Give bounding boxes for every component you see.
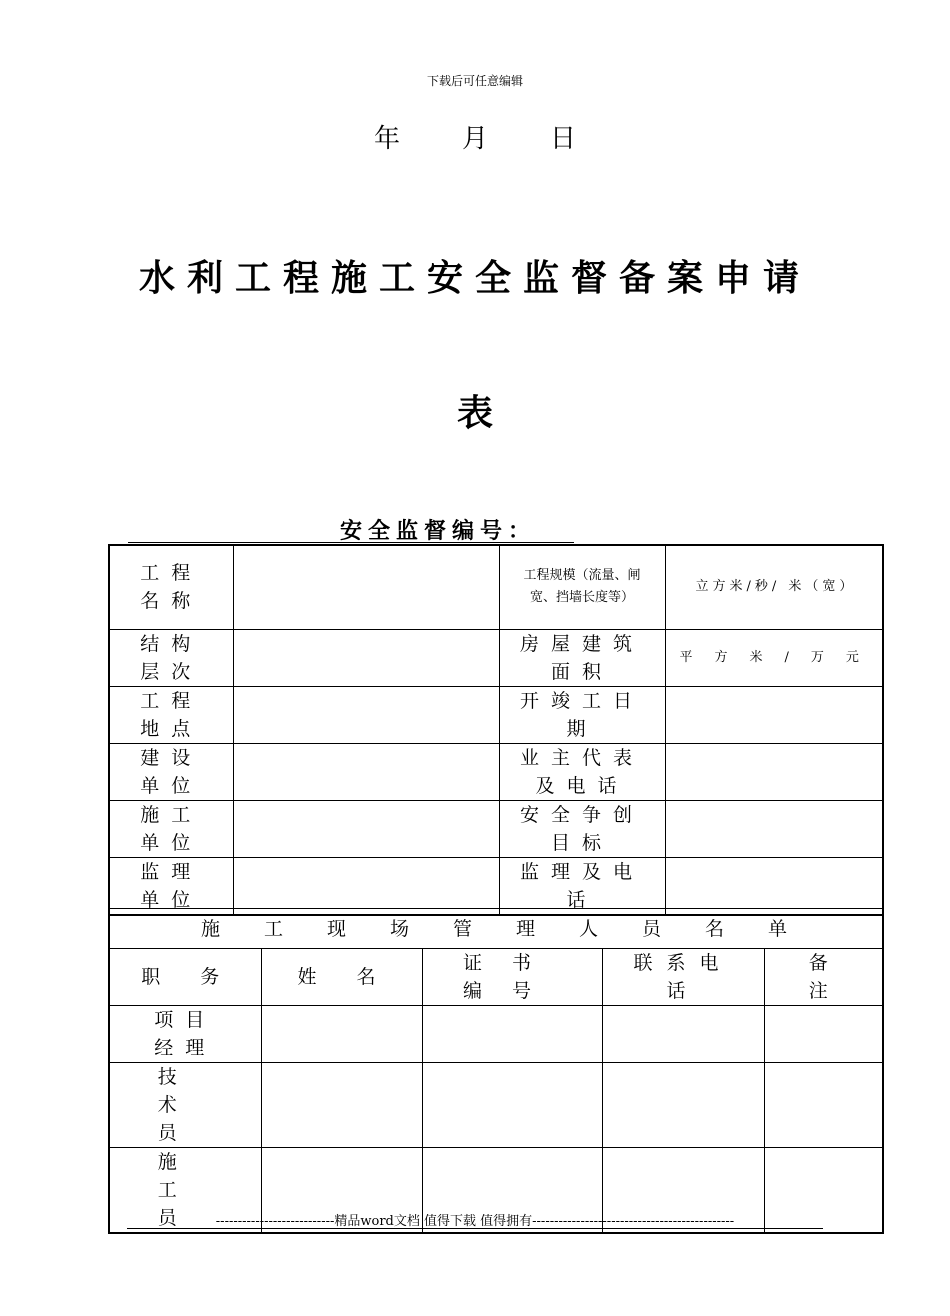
table-row (109, 629, 883, 686)
document-title-line2: 表 (456, 392, 493, 434)
header-name: 姓名 (261, 949, 422, 1006)
staff-name-field[interactable] (261, 1063, 422, 1148)
field-project-scale-unit[interactable]: 立方米/秒/ 米（宽） (665, 545, 883, 629)
table-row (109, 1063, 883, 1148)
label-construction-unit: 建设单位 (109, 743, 233, 800)
field-structure-level[interactable] (233, 629, 499, 686)
field-building-area-unit[interactable]: 平方米/万元 (665, 629, 883, 686)
label-structure-level: 结构层次 (109, 629, 233, 686)
field-contractor-unit[interactable] (233, 800, 499, 857)
table-row (109, 743, 883, 800)
field-owner-rep-phone[interactable] (665, 743, 883, 800)
label-supervision-unit: 监理单位 (109, 857, 233, 915)
staff-role-project-manager: 项目经理 (109, 1006, 261, 1063)
staff-section-title: 施工现场管理人员名单 (109, 909, 883, 949)
label-start-end-date: 开竣工日期 (499, 686, 665, 743)
staff-cert-field[interactable] (422, 1063, 602, 1148)
table-header-row (109, 949, 883, 1006)
table-row (109, 800, 883, 857)
field-safety-target[interactable] (665, 800, 883, 857)
header-note: 下载后可任意编辑 (426, 74, 523, 88)
date-day: 日 (550, 124, 577, 154)
label-project-scale: 工程规模（流量、闸宽、挡墙长度等） (499, 545, 665, 629)
field-start-end-date[interactable] (665, 686, 883, 743)
date-line (0, 118, 950, 155)
code-label: 安全监督编号： (340, 518, 537, 544)
staff-phone-field[interactable] (602, 1006, 764, 1063)
document-title: 水利工程施工安全监督备案申请 (138, 257, 811, 299)
header-cert-no: 证书编号 (422, 949, 602, 1006)
staff-remark-field[interactable] (764, 1063, 883, 1148)
table-row (109, 857, 883, 915)
staff-name-field[interactable] (261, 1006, 422, 1063)
table-row (109, 686, 883, 743)
date-year: 年 (373, 124, 400, 154)
field-construction-unit[interactable] (233, 743, 499, 800)
field-supervisor-phone[interactable] (665, 857, 883, 915)
footer-text: ---------------------------精品word文档 值得下载 值得拥有---------------------------------------------- (215, 1214, 735, 1229)
field-project-location[interactable] (233, 686, 499, 743)
project-info-table (108, 544, 884, 916)
label-project-location: 工程地点 (109, 686, 233, 743)
staff-cert-field[interactable] (422, 1006, 602, 1063)
staff-table (108, 908, 884, 1234)
staff-phone-field[interactable] (602, 1063, 764, 1148)
staff-remark-field[interactable] (764, 1006, 883, 1063)
date-month: 月 (461, 124, 488, 154)
label-supervisor-phone: 监理及电话 (499, 857, 665, 915)
table-row (109, 545, 883, 629)
label-owner-rep-phone: 业主代表及电话 (499, 743, 665, 800)
header-role: 职务 (109, 949, 261, 1006)
footer-divider (127, 1228, 823, 1229)
field-project-name[interactable] (233, 545, 499, 629)
header-phone: 联系电话 (602, 949, 764, 1006)
header-remark: 备注 (764, 949, 883, 1006)
label-safety-target: 安全争创目标 (499, 800, 665, 857)
label-contractor-unit: 施工单位 (109, 800, 233, 857)
staff-role-construction-worker: 施工员 (109, 1148, 261, 1234)
table-row (109, 909, 883, 949)
label-building-area: 房屋建筑面积 (499, 629, 665, 686)
table-row (109, 1006, 883, 1063)
field-supervision-unit[interactable] (233, 857, 499, 915)
staff-role-technician: 技术员 (109, 1063, 261, 1148)
label-project-name: 工程名称 (109, 545, 233, 629)
